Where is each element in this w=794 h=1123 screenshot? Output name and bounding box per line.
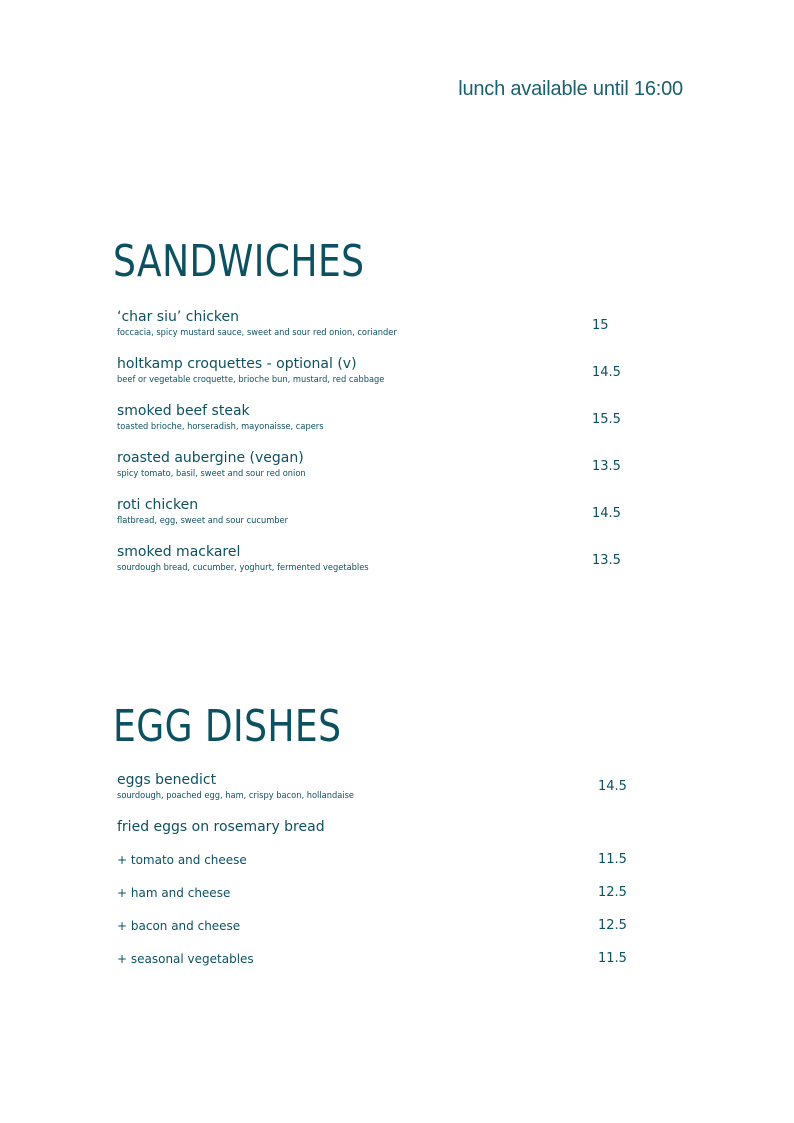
menu-item-description: sourdough, poached egg, ham, crispy bacon, hollandaise: [117, 791, 355, 801]
menu-option: [117, 851, 637, 884]
menu-item-description: foccacia, spicy mustard sauce, sweet and sour red onion, coriander: [117, 328, 397, 338]
menu-item-name: eggs benedict: [117, 772, 217, 788]
menu-item-name: holtkamp croquettes - optional (v): [117, 356, 357, 372]
menu-option-name: + seasonal vegetables: [117, 952, 254, 966]
section-title-sandwiches: SANDWICHES: [113, 236, 365, 287]
menu-option-price: 11.5: [598, 852, 627, 867]
menu-item-name: roti chicken: [117, 497, 199, 513]
menu-item-name: smoked mackarel: [117, 544, 241, 560]
menu-option: [117, 917, 637, 950]
section-title-egg-dishes: EGG DISHES: [113, 701, 342, 752]
menu-option-name: + ham and cheese: [117, 886, 231, 900]
menu-item: [117, 496, 637, 543]
menu-item: [117, 308, 637, 355]
menu-item-price: 13.5: [592, 459, 621, 474]
menu-item-description: flatbread, egg, sweet and sour cucumber: [117, 516, 289, 526]
menu-item-name: smoked beef steak: [117, 403, 250, 419]
menu-option: [117, 884, 637, 917]
menu-option-price: 11.5: [598, 951, 627, 966]
menu-option-price: 12.5: [598, 885, 627, 900]
sandwiches-menu-list: [117, 308, 637, 590]
menu-option: [117, 950, 637, 983]
lunch-availability-notice: lunch available until 16:00: [458, 78, 683, 100]
menu-item-price: 13.5: [592, 553, 621, 568]
menu-option-name: + tomato and cheese: [117, 853, 247, 867]
menu-item-description: sourdough bread, cucumber, yoghurt, fermented vegetables: [117, 563, 369, 573]
menu-item: [117, 771, 637, 818]
menu-item-price: 14.5: [592, 506, 621, 521]
menu-item: [117, 449, 637, 496]
menu-option-price: 12.5: [598, 918, 627, 933]
menu-item-price: 14.5: [598, 779, 627, 794]
egg-dishes-menu-list: [117, 771, 637, 983]
menu-item-price: 15.5: [592, 412, 621, 427]
menu-item-description: spicy tomato, basil, sweet and sour red onion: [117, 469, 306, 479]
menu-item-name: roasted aubergine (vegan): [117, 450, 304, 466]
menu-item-price: 15: [592, 318, 609, 333]
menu-subheading-name: fried eggs on rosemary bread: [117, 819, 325, 835]
menu-item-description: beef or vegetable croquette, brioche bun, mustard, red cabbage: [117, 375, 385, 385]
menu-item-price: 14.5: [592, 365, 621, 380]
menu-item-description: toasted brioche, horseradish, mayonaisse, capers: [117, 422, 324, 432]
menu-option-name: + bacon and cheese: [117, 919, 241, 933]
menu-subheading: [117, 818, 637, 851]
menu-item: [117, 355, 637, 402]
menu-item: [117, 543, 637, 590]
menu-item-name: ‘char siu’ chicken: [117, 309, 240, 325]
menu-item: [117, 402, 637, 449]
